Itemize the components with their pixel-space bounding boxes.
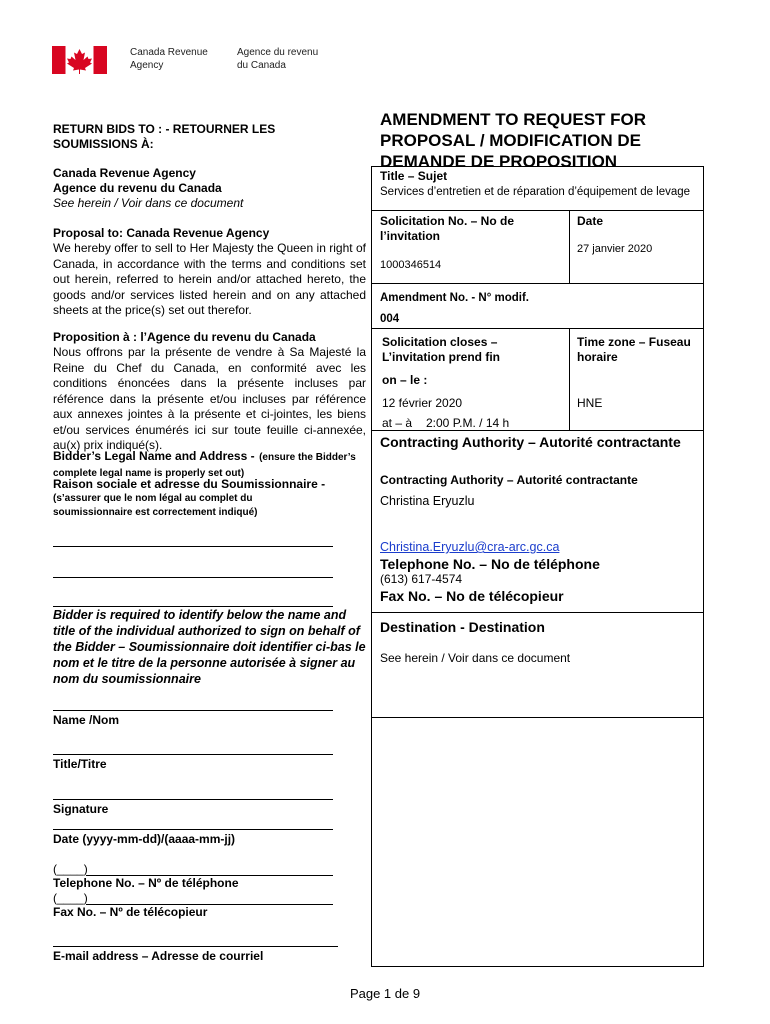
email-label: E-mail address – Adresse de courriel xyxy=(53,949,264,963)
proposition-text: Nous offrons par la présente de vendre à Sa Majesté la Reine du Chef du Canada, en conformité avec les conditions énoncées dans la présente incluses par référence dans la présente et/ou incluses par référence aux annexes jointes à la présente et ci-jointes, les biens et/ou services énumérés ici sur toute feuille ci-annexée, au(x) prix indiqué(s). xyxy=(53,345,366,452)
proposal-text: We hereby offer to sell to Her Majesty the Queen in right of Canada, in accordance with the terms and conditions set out herein, referred to herein and/or attached hereto, the goods and/or services listed herein and on any attached sheets at the price(s) set out therefor. xyxy=(53,241,366,317)
closes-on-label: on – le : xyxy=(382,373,428,387)
proposition-heading: Proposition à : l’Agence du revenu du Canada xyxy=(53,330,316,344)
return-bids-heading: RETURN BIDS TO : - RETOURNER LES SOUMISSIONS À: xyxy=(53,122,276,151)
fax-heading: Fax No. – No de télécopieur xyxy=(380,588,564,604)
date-label: Date (yyyy-mm-dd)/(aaaa-mm-jj) xyxy=(53,832,236,846)
time-zone-value: HNE xyxy=(577,396,603,410)
destination-value: See herein / Voir dans ce document xyxy=(380,651,571,665)
table-rule xyxy=(372,283,703,284)
solicitation-closes-label: Solicitation closes – L’invitation prend fin xyxy=(382,335,500,364)
email-input-line[interactable] xyxy=(53,946,338,947)
agency-name-en: Canada Revenue Agency xyxy=(130,47,208,71)
table-rule xyxy=(372,612,703,613)
agency-name-fr: Agence du revenu du Canada xyxy=(237,47,319,71)
bidder-legal-name-note: (ensure the Bidder’s complete legal name is properly set out) xyxy=(53,452,356,479)
telephone-value: (613) 617-4574 xyxy=(380,572,463,586)
raison-sociale-label: Raison sociale et adresse du Soumissionnaire - xyxy=(53,477,326,491)
bidder-legal-name-label: Bidder’s Legal Name and Address - xyxy=(53,449,255,463)
amendment-number-label: Amendment No. - N° modif. xyxy=(380,292,529,304)
solicitation-number-label: Solicitation No. – No de l’invitation xyxy=(380,214,515,243)
telephone-heading: Telephone No. – No de téléphone xyxy=(380,556,600,572)
name-input-line[interactable] xyxy=(53,710,333,711)
table-rule xyxy=(372,210,703,211)
phone-area-code: (____) xyxy=(53,862,88,876)
bidder-address-line-1[interactable] xyxy=(53,546,333,547)
fax-label: Fax No. – Nº de télécopieur xyxy=(53,905,208,919)
signature-input-line[interactable] xyxy=(53,799,333,800)
rfp-info-table xyxy=(371,166,704,967)
title-input-line[interactable] xyxy=(53,754,333,755)
recipient-en: Canada Revenue Agency xyxy=(53,166,196,180)
contact-name: Christina Eryuzlu xyxy=(380,494,475,508)
contracting-authority-subheading: Contracting Authority – Autorité contractante xyxy=(380,473,638,487)
amendment-number-value: 004 xyxy=(380,313,400,325)
signature-label: Signature xyxy=(53,802,109,816)
raison-sociale-note: (s’assurer que le nom légal au complet du soumissionnaire est correctement indiqué) xyxy=(53,493,258,518)
document-title: AMENDMENT TO REQUEST FOR PROPOSAL / MODIFICATION DE DEMANDE DE PROPOSITION xyxy=(380,110,647,171)
table-rule xyxy=(372,430,703,431)
date-input-line[interactable] xyxy=(53,829,333,830)
title-label: Title/Titre xyxy=(53,757,107,771)
canada-flag-logo xyxy=(52,46,107,74)
page-number: Page 1 de 9 xyxy=(349,986,421,1001)
signatory-instruction: Bidder is required to identify below the name and title of the individual authorized to sign on behalf of the Bidder – Soumissionnaire doit identifier ci-bas le nom et le titre de la personne autorisée à signer au nom du soumissionnaire xyxy=(53,608,366,686)
table-column-divider xyxy=(569,210,570,283)
see-herein-note: See herein / Voir dans ce document xyxy=(53,196,244,210)
date-header-label: Date xyxy=(577,214,604,228)
title-subject-value: Services d’entretien et de réparation d’équipement de levage xyxy=(380,186,691,198)
closes-time-value: 2:00 P.M. / 14 h xyxy=(426,416,510,430)
contracting-authority-heading: Contracting Authority – Autorité contractante xyxy=(380,434,681,450)
title-subject-label: Title – Sujet xyxy=(380,169,448,183)
recipient-fr: Agence du revenu du Canada xyxy=(53,181,222,195)
table-rule xyxy=(372,328,703,329)
closes-at-label: at – à xyxy=(382,416,413,430)
solicitation-number-value: 1000346514 xyxy=(380,259,442,271)
contact-email-link[interactable]: Christina.Eryuzlu@cra-arc.gc.ca xyxy=(380,540,560,554)
name-label: Name /Nom xyxy=(53,713,120,727)
table-rule xyxy=(372,717,703,718)
proposal-heading: Proposal to: Canada Revenue Agency xyxy=(53,226,270,240)
closes-date-value: 12 février 2020 xyxy=(382,396,463,410)
bidder-address-line-2[interactable] xyxy=(53,577,333,578)
phone-label: Telephone No. – Nº de téléphone xyxy=(53,876,239,890)
table-column-divider xyxy=(569,328,570,430)
destination-heading: Destination - Destination xyxy=(380,619,545,635)
fax-area-code: (____) xyxy=(53,891,88,905)
time-zone-label: Time zone – Fuseau horaire xyxy=(577,335,691,364)
date-value: 27 janvier 2020 xyxy=(577,243,653,255)
